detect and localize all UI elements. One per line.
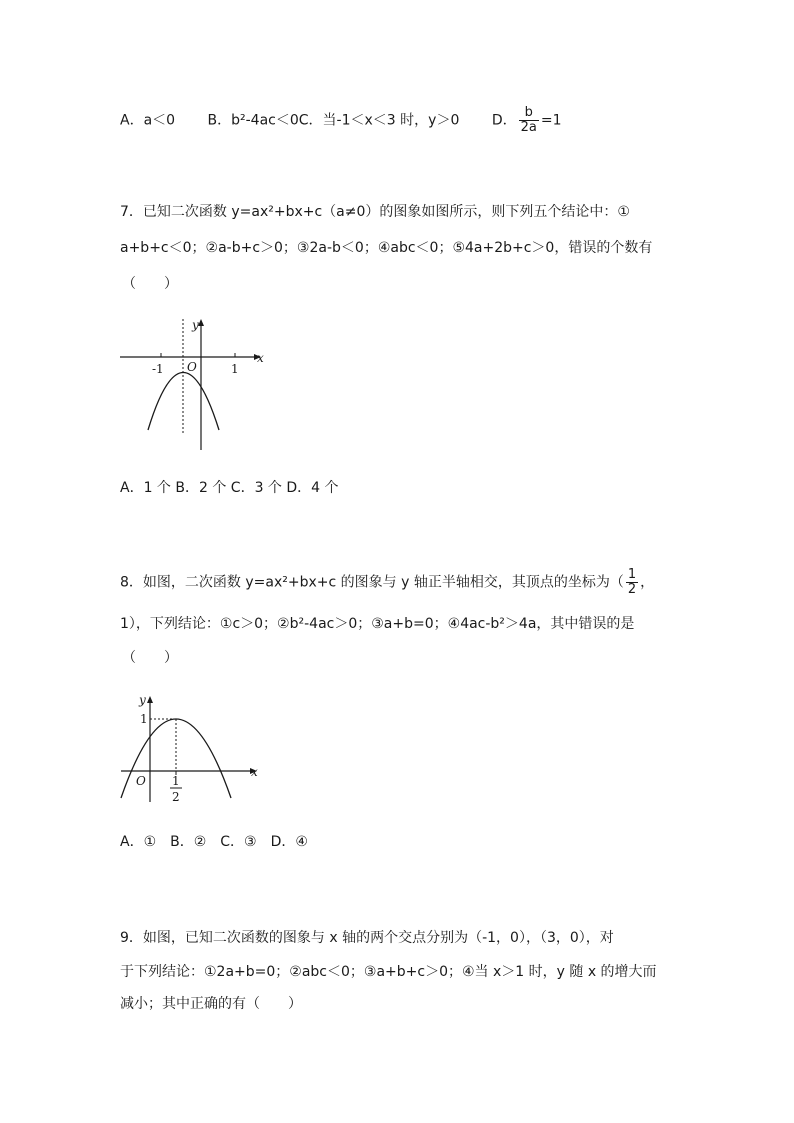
- q6-options-row: [120, 106, 561, 135]
- q8-vertex-numerator: 1: [627, 567, 637, 582]
- q8-graph-origin: O: [136, 774, 146, 788]
- q9-question-line-3: 减小；其中正确的有（ ）: [120, 996, 302, 1012]
- q6-option-d-fraction: [519, 106, 539, 135]
- q8-vertex-fraction: [626, 568, 638, 597]
- q9-question-line-1: 9．如图，已知二次函数的图象与 x 轴的两个交点分别为（-1，0），（3，0），对: [120, 930, 614, 946]
- q7-question-line-3: （ ）: [122, 276, 178, 292]
- q6-option-b: B．b²-4ac＜0: [207, 112, 299, 129]
- q7-graph-x-label: x: [257, 351, 264, 365]
- q8-graph-y-label: y: [139, 693, 146, 707]
- q8-parabola-graph: [115, 690, 265, 810]
- q8-graph-x-label: x: [251, 765, 258, 779]
- q6-option-a: A．a＜0: [120, 112, 176, 129]
- q6-option-d-tail: =1: [540, 112, 562, 129]
- q8-line1-text: 8．如图，二次函数 y=ax²+bx+c 的图象与 y 轴正半轴相交，其顶点的坐标为（: [120, 574, 624, 591]
- q8-graph-y-tick: 1: [140, 712, 148, 726]
- q6-option-c: C．当-1＜x＜3 时，y＞0: [298, 112, 460, 129]
- q7-graph-tick-neg1: -1: [152, 362, 164, 376]
- q6-option-d-denominator: 2a: [520, 120, 537, 135]
- q8-question-line-3: （ ）: [122, 650, 178, 666]
- q8-answer-options: A．① B．② C．③ D．④: [120, 834, 308, 850]
- q8-line1-end: ，: [640, 574, 655, 591]
- q7-parabola-graph: [115, 315, 275, 455]
- q7-graph-y-label: y: [192, 318, 199, 332]
- q8-vertex-denominator: 2: [627, 582, 637, 597]
- q7-question-line-1: 7．已知二次函数 y=ax²+bx+c（a≠0）的图象如图所示，则下列五个结论中：①: [120, 204, 630, 220]
- q8-question-line-2: 1），下列结论：①c＞0；②b²-4ac＞0；③a+b=0；④4ac-b²＞4a，其中错误的是: [120, 616, 635, 632]
- q6-option-d-numerator: b: [519, 106, 539, 121]
- q8-question-line-1: [120, 568, 654, 597]
- q7-answer-options: A．1 个 B．2 个 C．3 个 D．4 个: [120, 480, 339, 496]
- q7-graph-tick-1: 1: [231, 362, 239, 376]
- q8-graph-x-tick-denominator: 2: [172, 790, 180, 804]
- q9-question-line-2: 于下列结论：①2a+b=0；②abc＜0；③a+b+c＞0；④当 x＞1 时，y 随 x 的增大而: [120, 964, 657, 980]
- q7-question-line-2: a+b+c＜0；②a-b+c＞0；③2a-b＜0；④abc＜0；⑤4a+2b+c＞0，错误的个数有: [120, 240, 653, 256]
- q6-option-d-label: D．: [491, 112, 517, 129]
- q8-graph-x-tick-numerator: 1: [172, 774, 180, 788]
- q7-graph-origin: O: [187, 360, 197, 374]
